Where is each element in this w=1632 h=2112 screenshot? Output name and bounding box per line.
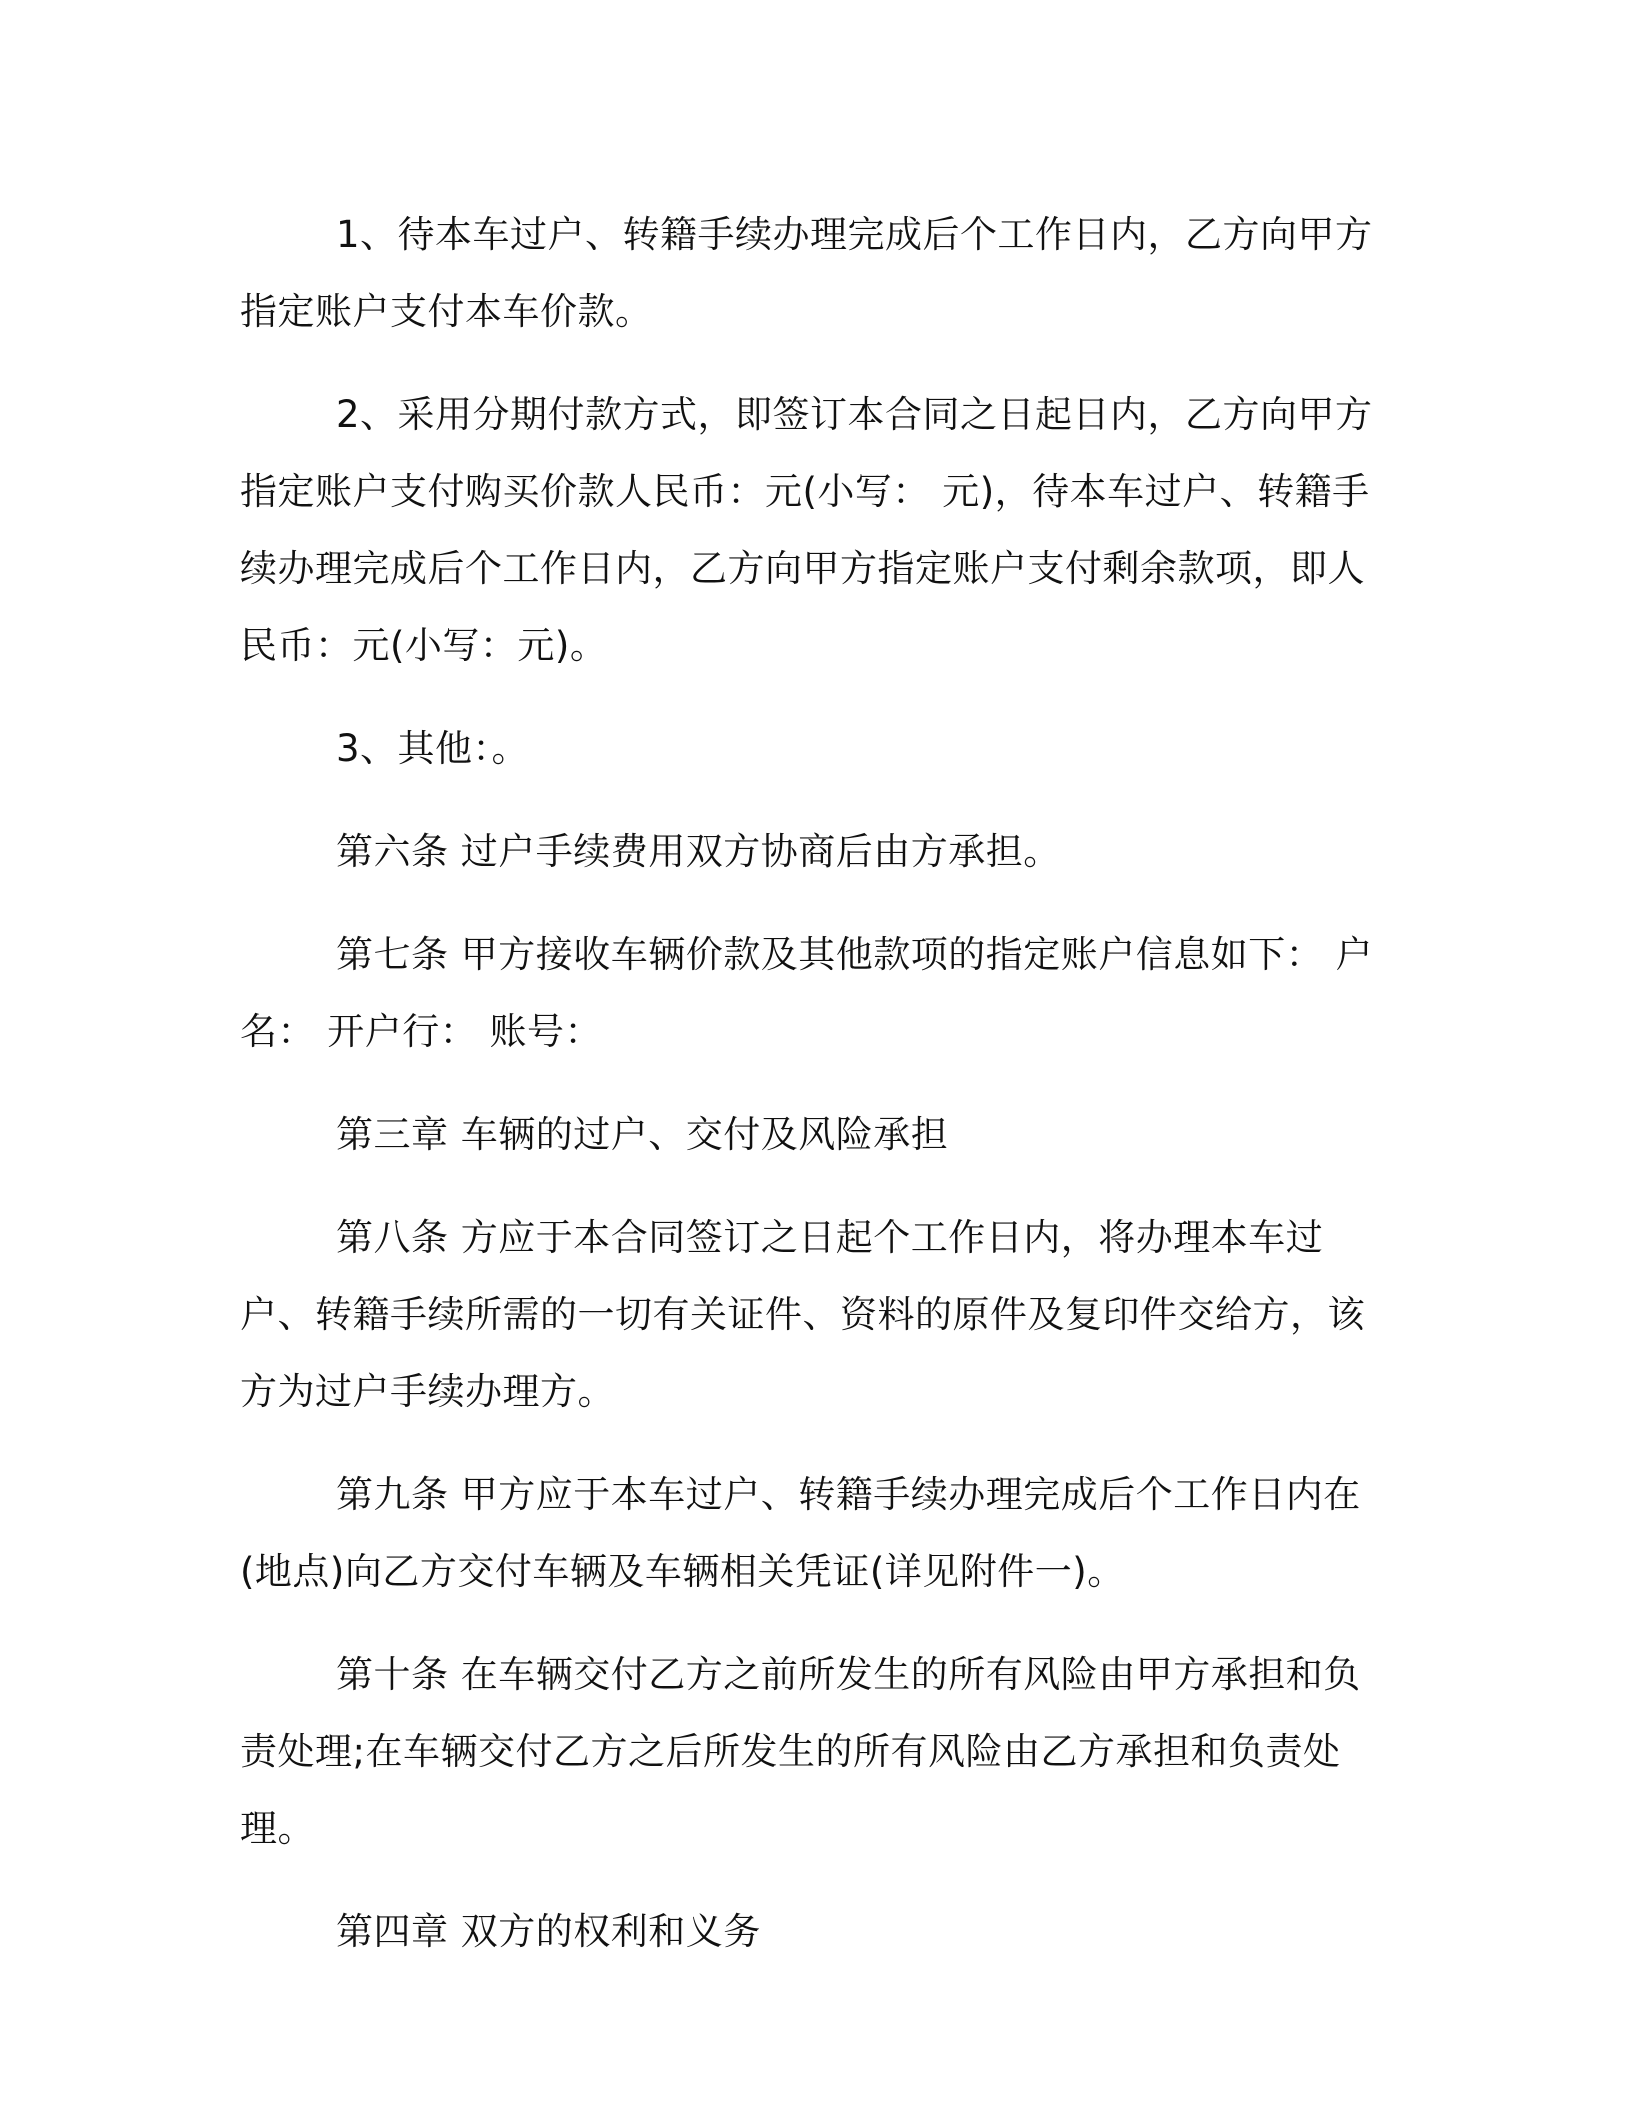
clause-payment-2: 2、采用分期付款方式，即签订本合同之日起日内，乙方向甲方指定账户支付购买价款人民币：元(小写： 元)，待本车过户、转籍手续办理完成后个工作日内，乙方向甲方指定账户支付剩余款项，即人民币：元(小写：元)。	[240, 393, 1373, 667]
article-9: 第九条 甲方应于本车过户、转籍手续办理完成后个工作日内在(地点)向乙方交付车辆及车辆相关凭证(详见附件一)。	[240, 1473, 1361, 1593]
document-body	[240, 196, 1388, 1996]
article-8: 第八条 方应于本合同签订之日起个工作日内，将办理本车过户、转籍手续所需的一切有关证件、资料的原件及复印件交给方，该方为过户手续办理方。	[240, 1216, 1365, 1413]
clause-payment-3: 3、其他：。	[336, 727, 530, 770]
article-6: 第六条 过户手续费用双方协商后由方承担。	[336, 830, 1061, 873]
chapter-3-heading: 第三章 车辆的过户、交付及风险承担	[336, 1113, 949, 1156]
chapter-4-heading: 第四章 双方的权利和义务	[336, 1910, 761, 1953]
article-7: 第七条 甲方接收车辆价款及其他款项的指定账户信息如下： 户名： 开户行： 账号：	[240, 933, 1374, 1053]
article-10: 第十条 在车辆交付乙方之前所发生的所有风险由甲方承担和负责处理;在车辆交付乙方之后所发生的所有风险由乙方承担和负责处理。	[240, 1653, 1361, 1850]
clause-payment-1: 1、待本车过户、转籍手续办理完成后个工作日内，乙方向甲方指定账户支付本车价款。	[240, 213, 1373, 333]
